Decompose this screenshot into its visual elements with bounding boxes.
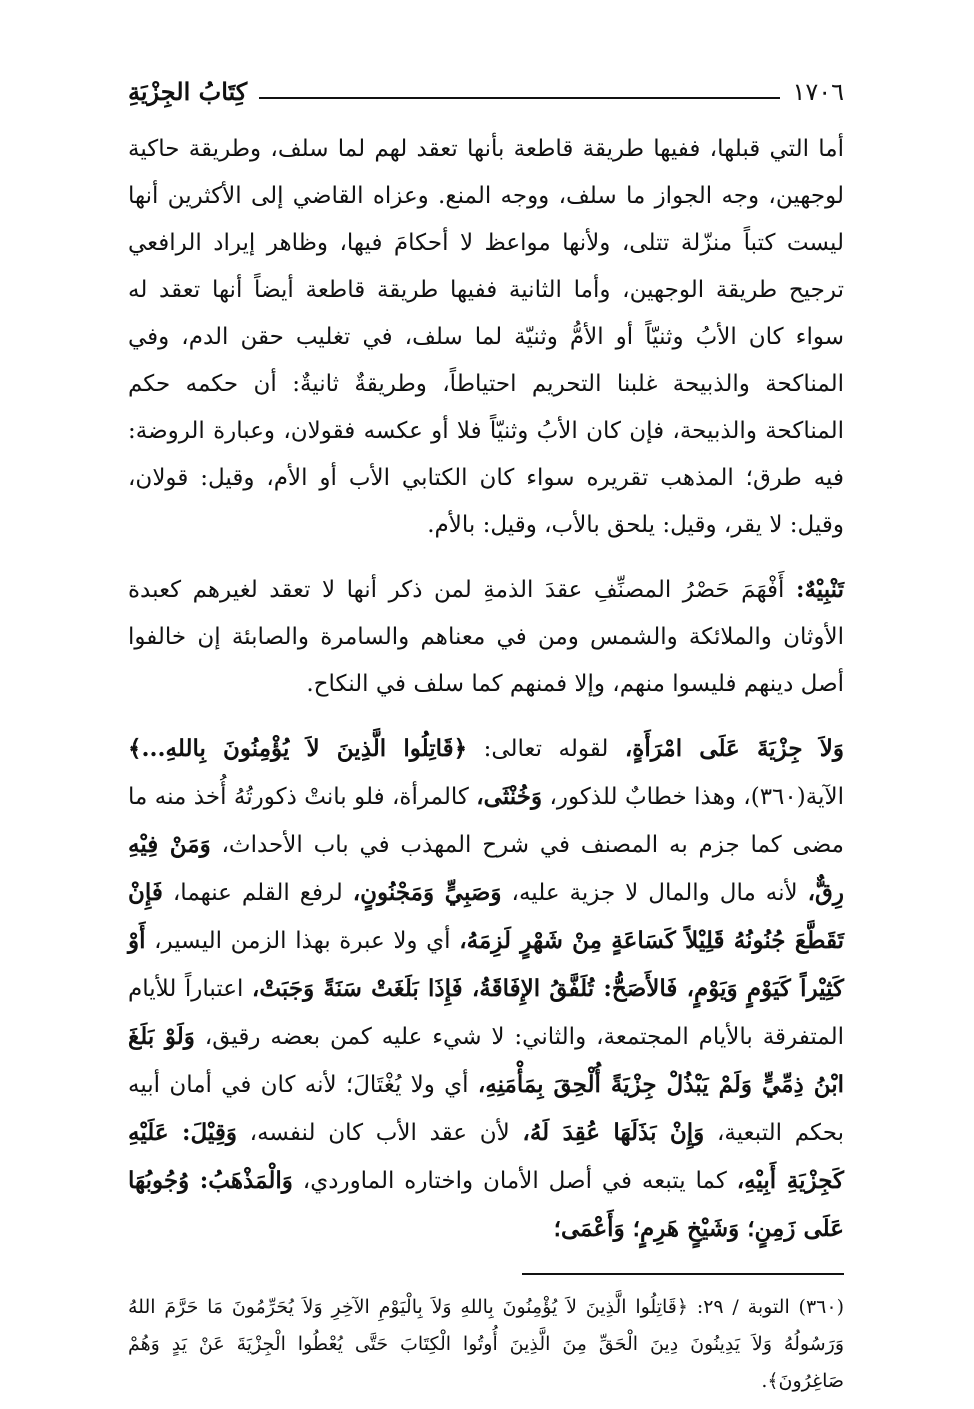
commentary-segment: أي ولا يُغْتَالَ؛ لأنه كان في أمان أبيه بحكم التبعية، [128,1072,844,1146]
commentary-segment: أما التي قبلها، ففيها طريقة قاطعة بأنها تعقد لهم لما سلف، وطريقة حاكية لوجهين، وجه الجواز ما سلف، ووجه المنع. وعزاه القاضي إلى الأكثرين أنها ليست كتباً منزّلة تتلى، ولأنها مواعظ لا أحكامَ فيها، وظاهر إيراد الرافعي ترجيح طريقة الوجهين، وأما الثانية ففيها طريقة قاطعة أيضاً أنها تعقد له سواء كان الأبُ وثنيّاً أو الأمُّ وثنيّة لما سلف، في تغليب حقن الدم، وفي المناكحة والذبيحة غلبنا التحريم احتياطاً، وطريقةٌ ثانيةٌ: أن حكمه حكم المناكحة والذبيحة، فإن كان الأبُ وثنيّاً فلا أو عكسه فقولان، وعبارة الروضة: فيه طرق؛ المذهب تقريره سواء كان الكتابي الأب أو الأم، وقيل: قولان، وقيل: لا يقر، وقيل: يلحق بالأب، وقيل: بالأم. [128,136,844,538]
commentary-segment: لأن عقد الأب كان لنفسه، [236,1120,523,1146]
matn-segment: وَالْمَذْهَبُ: وُجُوبُهَا عَلَى زَمِنٍ؛ وَشَيْخٍ هَرِمٍ؛ وَأَعْمَى؛ [128,1167,844,1242]
commentary-segment: كالمرأة، فلو بانتْ ذكورتُهُ أُخذ منه ما مضى كما جزم به المصنف في شرح المهذب في باب الأحداث، [128,784,844,858]
matn-segment: وَخُنْثَى، [476,783,543,810]
paragraph-1 [128,126,844,549]
commentary-segment: كما يتبعه في أصل الأمان واختاره الماوردي، [292,1168,737,1194]
commentary-segment: لقوله تعالى: [467,736,625,762]
matn-segment: وَقِيْلَ: عَلَيْهِ كَجِزْيَةِ أَبِيْهِ، [128,1119,844,1194]
matn-segment: وَلَوْ بَلَغَ ابْنُ ذِمِّيٍّ وَلَمْ يَبْذُلْ جِزْيَةً أُلْحِقَ بِمَأْمَنِهِ، [128,1023,844,1098]
book-title: كِتَابُ الجِزْيَةِ [128,77,248,106]
running-header [128,60,844,104]
matn-segment: فَإِنْ تَقَطَّعَ جُنُونُهُ قَلِيْلاً كَسَاعَةٍ مِنْ شَهْرٍ لَزِمَهُ، [128,879,844,954]
matn-segment: تَنْبِيْهٌ: [795,576,844,603]
commentary-segment: لرفع القلم عنهما، [162,880,353,906]
matn-segment: ﴿قَاتِلُوا الَّذِينَ لاَ يُؤْمِنُونَ بِاللهِ...﴾ [128,735,468,762]
matn-segment: أَوْ كَثِيْراً كَيَوْمٍ وَيَوْمٍ، فَالأَصَحُّ: تُلَفَّقُ الإِفَاقَةُ، فَإِذَا بَلَغَتْ سَنَةً وَجَبَتْ، [128,927,844,1002]
matn-segment: وَصَبِيٍّ وَمَجْنُونٍ، [352,879,502,906]
footnote: (٣٦٠) التوبة / ٢٩: ﴿قَاتِلُوا الَّذِينَ لاَ يُؤْمِنُونَ بِاللهِ وَلاَ بِالْيَوْمِ الآخِرِ وَلاَ يُحَرِّمُونَ مَا حَرَّمَ اللهُ وَرَسُولُهُ وَلاَ يَدِينُونَ دِينَ الْحَقِّ مِنَ الَّذِينَ أُوتُوا الْكِتَابَ حَتَّى يُعْطُوا الْجِزْيَةَ عَنْ يَدٍ وَهُمْ صَاغِرُونَ﴾. [128,1296,844,1392]
commentary-segment: اعتباراً للأيام المتفرقة بالأيام المجتمعة، والثاني: لا شيء عليه كمن بعضه رقيق، [128,976,845,1050]
matn-segment: وَلاَ جِزْيَةَ عَلَى امْرَأَةٍ، [624,735,844,762]
matn-segment: وَمَنْ فِيْهِ رِقٌّ، [128,831,844,906]
commentary-segment: أَفْهَمَ حَصْرُ المصنِّفِ عقدَ الذمةِ لمن ذكر أنها لا تعقد لغيرهم كعبدة الأوثان والملائكة والشمس ومن في معناهم والسامرة والصابئة إن خالفوا أصل دينهم فليسوا منهم، وإلا فمنهم كما سلف في النكاح. [128,577,844,697]
footnote-separator [522,1273,844,1275]
commentary-segment: الآية(٣٦٠)، وهذا خطابٌ للذكور، [542,784,844,810]
commentary-segment: أي ولا عبرة بهذا الزمن اليسير، [145,928,460,954]
header-rule [259,97,780,99]
paragraph-3 [128,725,844,1253]
paragraph-2 [128,566,844,708]
main-text [128,126,844,1253]
commentary-segment: لأنه مال والمال لا جزية عليه، [501,880,808,906]
page-number: ١٧٠٦ [792,78,844,106]
matn-segment: وَإِنْ بَذَلَهَا عُقِدَ لَهُ، [522,1119,705,1146]
